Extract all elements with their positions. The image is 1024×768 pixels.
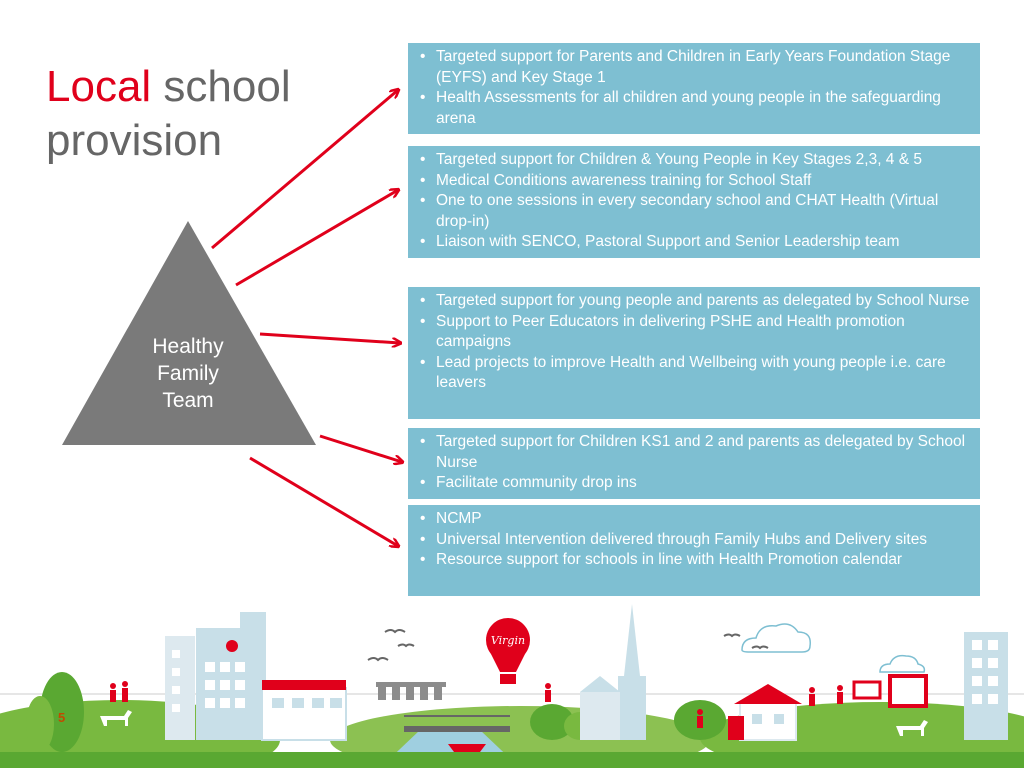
bullet-item: • Targeted support for Children KS1 and 2 and parents as delegated by School Nurse — [418, 432, 974, 473]
bullet-item: • Universal Intervention delivered through Family Hubs and Delivery sites — [418, 530, 974, 551]
bullet-item: • One to one sessions in every secondary school and CHAT Health (Virtual drop-in) — [418, 191, 974, 232]
bullet-item: • NCMP — [418, 509, 974, 530]
pyramid-label-line3: Team — [162, 389, 214, 412]
town-illustration — [0, 600, 1024, 768]
title-accent-word: Local — [46, 62, 152, 111]
church-icon — [580, 604, 646, 740]
provision-box-ks1-2 — [408, 428, 980, 499]
title-line2: provision — [46, 116, 223, 165]
bullet-item: • Lead projects to improve Health and Wellbeing with young people i.e. care leavers — [418, 353, 974, 394]
provision-box-eyfs — [408, 43, 980, 134]
bullet-item: • Health Assessments for all children and young people in the safeguarding arena — [418, 88, 974, 129]
bullet-item: • Targeted support for Parents and Children in Early Years Foundation Stage (EYFS) and Key Stage 1 — [418, 47, 974, 88]
pyramid-label — [120, 333, 256, 414]
provision-box-key-stages — [408, 146, 980, 258]
bullet-item: • Targeted support for young people and parents as delegated by School Nurse — [418, 291, 974, 312]
arrow-to-box-4 — [320, 436, 402, 462]
bird-icon — [368, 630, 768, 660]
bullet-item: • Medical Conditions awareness training for School Staff — [418, 171, 974, 192]
title-rest-line1: school — [151, 62, 291, 111]
arrow-to-box-3 — [260, 334, 400, 343]
virgin-balloon-icon — [486, 618, 530, 684]
bullet-item: • Support to Peer Educators in delivering PSHE and Health promotion campaigns — [418, 312, 974, 353]
stonehenge-icon — [376, 682, 446, 700]
cloud-icon — [880, 656, 924, 672]
balloon-logo-text: Virgin — [490, 634, 526, 647]
bullet-item: • Targeted support for Children & Young People in Key Stages 2,3, 4 & 5 — [418, 150, 974, 171]
tower-building — [964, 632, 1008, 740]
bullet-item: • Facilitate community drop ins — [418, 473, 974, 494]
bullet-item: • Resource support for schools in line with Health Promotion calendar — [418, 550, 974, 571]
arrow-to-box-5 — [250, 458, 398, 546]
bullet-item: • Liaison with SENCO, Pastoral Support and Senior Leadership team — [418, 232, 974, 253]
pyramid-label-line2: Family — [157, 362, 219, 385]
provision-box-young-people — [408, 287, 980, 419]
page-number: 5 — [58, 710, 66, 725]
pyramid-label-line1: Healthy — [152, 335, 224, 358]
arrow-to-box-2 — [236, 190, 398, 285]
arrow-to-box-1 — [212, 90, 398, 248]
school-building — [262, 680, 346, 740]
office-building — [165, 612, 266, 740]
provision-box-universal — [408, 505, 980, 596]
